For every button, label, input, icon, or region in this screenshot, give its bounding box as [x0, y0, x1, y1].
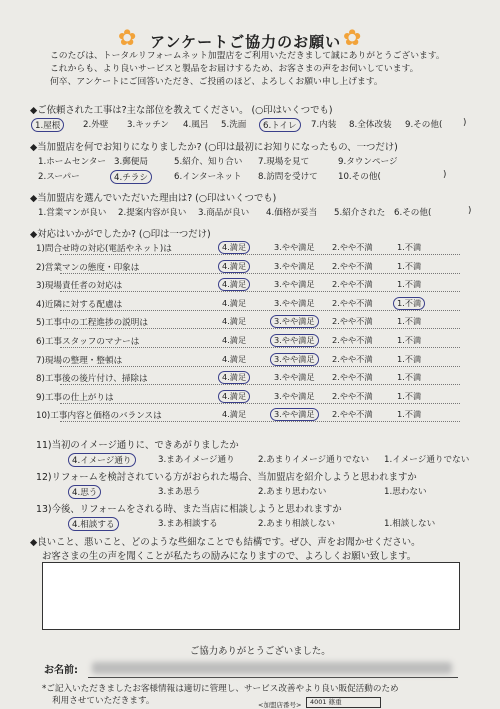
q1-option-wall[interactable]: 2.外壁	[83, 120, 109, 130]
q12-option-4[interactable]: 4.思う	[68, 485, 101, 499]
rating-option[interactable]: 2.やや不満	[332, 372, 373, 383]
name-underline	[88, 677, 458, 678]
q13-option-2[interactable]: 2.あまり相談しない	[258, 519, 335, 529]
rating-option[interactable]: 4.満足	[218, 278, 250, 291]
rating-option[interactable]: 2.やや不満	[332, 316, 373, 327]
q1-option-roof[interactable]: 1.屋根	[31, 118, 64, 132]
rating-row-rule	[60, 421, 460, 422]
rating-row-label: 3)現場責任者の対応は	[36, 281, 123, 292]
rating-row-rule	[60, 291, 460, 292]
comments-subheading: お客さまの生の声を聞くことが私たちの励みになりますので、よろしくお願い致します。	[42, 551, 417, 562]
q13-option-3[interactable]: 3.まあ相談する	[158, 519, 218, 529]
rating-row-rule	[60, 310, 460, 311]
rating-option[interactable]: 1.不満	[397, 242, 422, 252]
q3-heading: ◆当加盟店を選んでいただいた理由は? (○印はいくつでも)	[30, 193, 277, 204]
q1-heading: ◆ご依頼された工事は?主な部位を教えてください。 (○印はいくつでも)	[30, 105, 333, 116]
rating-option[interactable]: 3.やや満足	[270, 315, 319, 328]
rating-option[interactable]: 3.やや満足	[274, 242, 315, 252]
rating-row-rule	[60, 328, 460, 329]
thanks-text: ご協力ありがとうございました。	[190, 646, 331, 657]
q11-option-1[interactable]: 1.イメージ通りでない	[384, 455, 470, 465]
rating-option[interactable]: 3.やや満足	[274, 260, 315, 271]
redacted-name	[92, 662, 452, 674]
q1-option-bath[interactable]: 4.風呂	[183, 120, 209, 130]
rating-option[interactable]: 4.満足	[218, 260, 250, 273]
rating-row-label: 1)問合せ時の対応(電話やネット)は	[36, 244, 172, 254]
rating-option[interactable]: 1.不満	[397, 390, 422, 401]
comments-heading: ◆良いこと、悪いこと、どのような些細なことでも結構です。ぜひ、声をお聞かせください。	[30, 537, 421, 548]
q1-option-other[interactable]: 9.その他(	[405, 120, 443, 130]
rating-row-rule	[60, 254, 460, 255]
intro-line-3: 何卒、アンケートにご回答いただき、ご投函のほど、よろしくお願い申し上げます。	[50, 77, 383, 87]
rating-option[interactable]: 4.満足	[218, 241, 250, 254]
rating-option[interactable]: 2.やや不満	[332, 260, 373, 271]
name-label: お名前:	[44, 665, 78, 676]
footer-line-2: 利用させていただきます。	[52, 696, 155, 706]
flower-icon: ✿	[343, 26, 362, 51]
q1-option-kitchen[interactable]: 3.キッチン	[127, 120, 169, 130]
rating-option[interactable]: 4.満足	[222, 335, 247, 345]
footer-line-1: *ご記入いただきましたお客様情報は適切に管理し、サービス改善やより良い販促活動のため	[42, 684, 399, 694]
rating-row-rule	[60, 366, 460, 367]
rating-row-label: 8)工事後の後片付け、掃除は	[36, 374, 148, 385]
rating-option[interactable]: 3.やや満足	[270, 408, 319, 421]
comments-box[interactable]	[42, 562, 460, 630]
rating-option[interactable]: 2.やや不満	[332, 279, 373, 290]
rating-option[interactable]: 4.満足	[222, 353, 247, 364]
q13-option-1[interactable]: 1.相談しない	[384, 519, 436, 529]
member-number-label: <加盟店番号>	[258, 701, 302, 709]
rating-option[interactable]: 4.満足	[222, 409, 247, 420]
q4-heading: ◆対応はいかがでしたか? (○印は一つだけ)	[30, 229, 211, 240]
q2-heading: ◆当加盟店を何でお知りになりましたか? (○印は最初にお知りになったもの、一つだけ)	[30, 142, 398, 153]
rating-option[interactable]: 1.不満	[397, 353, 422, 364]
rating-row-label: 2)営業マンの態度・印象は	[36, 262, 140, 273]
rating-option[interactable]: 2.やや不満	[332, 242, 373, 252]
rating-row-label: 7)現場の整理・整頓は	[36, 355, 123, 366]
rating-option[interactable]: 3.やや満足	[274, 297, 315, 308]
q12-option-1[interactable]: 1.思わない	[384, 487, 427, 497]
flower-icon: ✿	[118, 26, 137, 51]
rating-option[interactable]: 1.不満	[397, 372, 422, 383]
rating-option[interactable]: 1.不満	[397, 409, 422, 420]
rating-row-label: 4)近隣に対する配慮は	[36, 299, 123, 310]
rating-row-rule	[60, 347, 460, 348]
rating-option[interactable]: 4.満足	[218, 390, 250, 403]
q13-label: 13)今後、リフォームをされる時、また当店に相談しようと思われますか	[36, 504, 342, 515]
rating-option[interactable]: 4.満足	[222, 297, 247, 308]
rating-row-label: 10)工事内容と価格のバランスは	[36, 411, 162, 422]
rating-option[interactable]: 1.不満	[397, 316, 422, 327]
q11-option-4[interactable]: 4.イメージ通り	[68, 453, 136, 467]
q13-option-4[interactable]: 4.相談する	[68, 517, 119, 531]
intro-line-2: これからも、より良いサービスと製品をお届けするため、お客さまの声をお伺いしています。	[50, 64, 419, 74]
survey-form: ✿ ✿ アンケートご協力のお願い このたびは、トータルリフォームネット加盟店をご利用いただきまして誠にありがとうございます。 これからも、より良いサービスと製品をお届けするため、お客さまの声をお伺いしています。 何卒、アンケートにご回答いただき、ご投函のほど、よろしくお願い申し上げます。 ◆ご依頼された工事は?主な部位を教えてください。 (○印はいくつでも) 1.屋根 2.外壁 3.キッチン 4.風呂 5.洗面 6.トイレ 7.内装 8.全体改装 9.その他( ) ◆当加盟店を何でお知りになりましたか? (○印は最初にお知りになったもの、一つだけ) 1.ホームセンター 3.郵便局 5.紹介、知り合い 7.現場を見て 9.タウンページ 2.スーパー 4.チラシ 6.インターネット 8.訪問を受けて 10.その他( ) ◆当加盟店を選んでいただいた理由は? (○印はいくつでも) 1.営業マンが良い 2.提案内容が良い 3.商品が良い 4.価格が妥当 5.紹介された 6.その他( ) ◆対応はいかがでしたか? (○印は一つだけ) 1)問合せ時の対応(電話やネット)は 4.満足 3.やや満足 2.やや不満 1.不満 2)営業マンの態度・印象は 4.満足 3.やや満足 2.やや不満 1.不満 3)現場責任者の対応は 4.満足 3.やや満足 2.やや不満 1.不満 4)近隣に対する配慮は 4.満足 3.やや満足 2.やや不満 1.不満 5)工事中の工程進捗の説明は 4.満足 3.やや満足 2.やや不満 1.不満 6)工事スタッフのマナーは 4.満足 3.やや満足 2.やや不満 1.不満 7)現場の整理・整頓は 4.満足 3.やや満足 2.やや不満 1.不満 8)工事後の後片付け、掃除は 4.満足 3.やや満足 2.やや不満 1.不満 9)工事の仕上がりは 4.満足 3.やや満足 2.やや不満 1.不満 10)工事内容と価格のバランスは 4.満足 3.やや満足 2.やや不満 1.不満 11)当初のイメージ通りに、できあがりましたか 4.イメージ通り 3.まあイメージ通り 2.あまりイメージ通りでない 1.イメージ通りでない 12)リフォームを検討されている方がおられた場合、当加盟店を紹介しようと思われますか 4.思う 3.まあ思う 2.あまり思わない 1.思わない 13)今後、リフォームをされる時、また当店に相談しようと思われますか 4.相談する 3.まあ相談する 2.あまり相談しない 1.相談しない ◆良いこと、悪いこと、どのような些細なことでも結構です。ぜひ、声をお聞かせください。 お客さまの生の声を聞くことが私たちの励みになりますので、よろしくお願い致します。 ご協力ありがとうございました。 お名前: *ご記入いただきましたお客様情報は適切に管理し、サービス改善やより良い販促活動のため 利用させていただきます。 <加盟店番号> 4001 篠重	[30, 26, 472, 709]
rating-option[interactable]: 3.やや満足	[274, 279, 315, 290]
rating-row-label: 5)工事中の工程進捗の説明は	[36, 318, 148, 329]
q11-option-3[interactable]: 3.まあイメージ通り	[158, 455, 235, 465]
q1-option-toilet[interactable]: 6.トイレ	[259, 118, 301, 132]
rating-option[interactable]: 3.やや満足	[274, 372, 315, 383]
rating-option[interactable]: 1.不満	[397, 260, 422, 271]
rating-option[interactable]: 3.やや満足	[270, 353, 319, 366]
rating-row-label: 9)工事の仕上がりは	[36, 392, 114, 403]
rating-option[interactable]: 2.やや不満	[332, 390, 373, 401]
rating-row-label: 6)工事スタッフのマナーは	[36, 337, 140, 347]
rating-option[interactable]: 4.満足	[218, 371, 250, 384]
intro-line-1: このたびは、トータルリフォームネット加盟店をご利用いただきまして誠にありがとうございます。	[50, 51, 445, 61]
rating-option[interactable]: 1.不満	[397, 335, 422, 345]
rating-option[interactable]: 1.不満	[393, 297, 425, 310]
q1-option-interior[interactable]: 7.内装	[311, 120, 337, 130]
q12-option-3[interactable]: 3.まあ思う	[158, 487, 201, 497]
q12-label: 12)リフォームを検討されている方がおられた場合、当加盟店を紹介しようと思われますか	[36, 472, 417, 483]
rating-option[interactable]: 3.やや満足	[270, 334, 319, 347]
rating-row-rule	[60, 403, 460, 404]
member-number-field: 4001 篠重	[306, 697, 381, 708]
rating-option[interactable]: 4.満足	[222, 316, 247, 327]
rating-option[interactable]: 2.やや不満	[332, 409, 373, 420]
rating-option[interactable]: 2.やや不満	[332, 335, 373, 345]
q1-option-washroom[interactable]: 5.洗面	[221, 120, 247, 130]
q11-option-2[interactable]: 2.あまりイメージ通りでない	[258, 455, 370, 465]
page-title: アンケートご協力のお願い	[150, 33, 342, 51]
q11-label: 11)当初のイメージ通りに、できあがりましたか	[36, 440, 239, 451]
rating-row-rule	[60, 273, 460, 274]
rating-row-rule	[60, 384, 460, 385]
rating-option[interactable]: 2.やや不満	[332, 297, 373, 308]
rating-option[interactable]: 2.やや不満	[332, 353, 373, 364]
q12-option-2[interactable]: 2.あまり思わない	[258, 487, 327, 497]
rating-option[interactable]: 1.不満	[397, 279, 422, 290]
q2-option-flyer[interactable]: 4.チラシ	[110, 170, 152, 184]
q1-option-full[interactable]: 8.全体改装	[349, 120, 392, 130]
rating-option[interactable]: 3.やや満足	[274, 390, 315, 401]
